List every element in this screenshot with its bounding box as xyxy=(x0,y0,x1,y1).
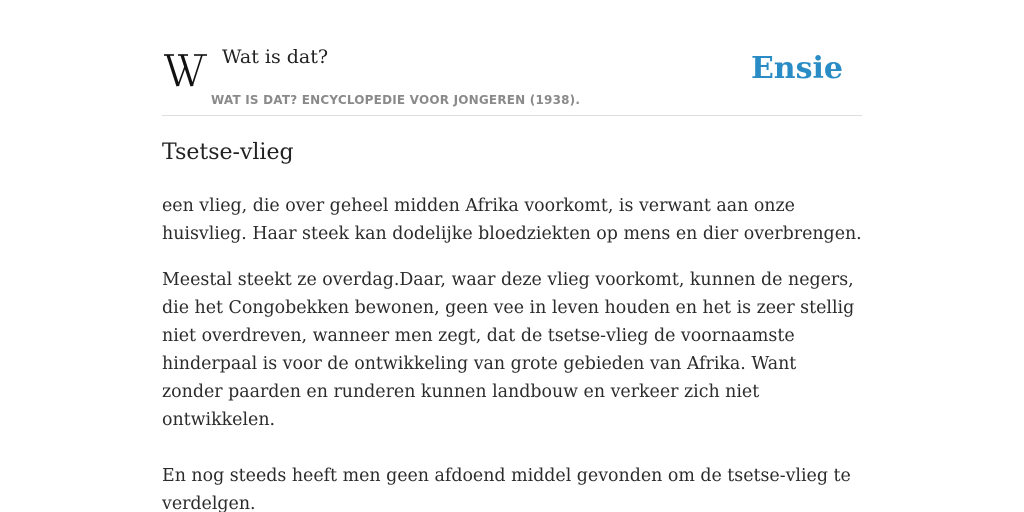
entry-paragraph-1: een vlieg, die over geheel midden Afrika voorkomt, is verwant aan onze huisvlieg. Haar steek kan dodelijke bloedziekten op mens en dier overbrengen. xyxy=(162,196,862,244)
brand-logo-link[interactable]: Ensie xyxy=(750,51,843,86)
wikipedia-w-icon[interactable] xyxy=(164,52,208,90)
header-divider xyxy=(162,115,862,116)
entry-title: Tsetse-vlieg xyxy=(162,140,294,165)
source-title[interactable]: Wat is dat? xyxy=(222,46,329,68)
source-subtitle: WAT IS DAT? ENCYCLOPEDIE VOOR JONGEREN (1938). xyxy=(211,93,581,107)
entry-paragraph-2: Meestal steekt ze overdag.Daar, waar deze vlieg voorkomt, kunnen de negers, die het Congobekken bewonen, geen vee in leven houden en het is zeer stellig niet overdreven, wanneer men zegt, dat de tsetse-vlieg de voornaamste hinderpaal is voor de ontwikkeling van grote gebieden van Afrika. Want zonder paarden en runderen kunnen landbouw en verkeer zich niet ontwikkelen. En nog steeds heeft men geen afdoend middel gevonden om de tsetse-vlieg te verdelgen. xyxy=(162,270,855,512)
